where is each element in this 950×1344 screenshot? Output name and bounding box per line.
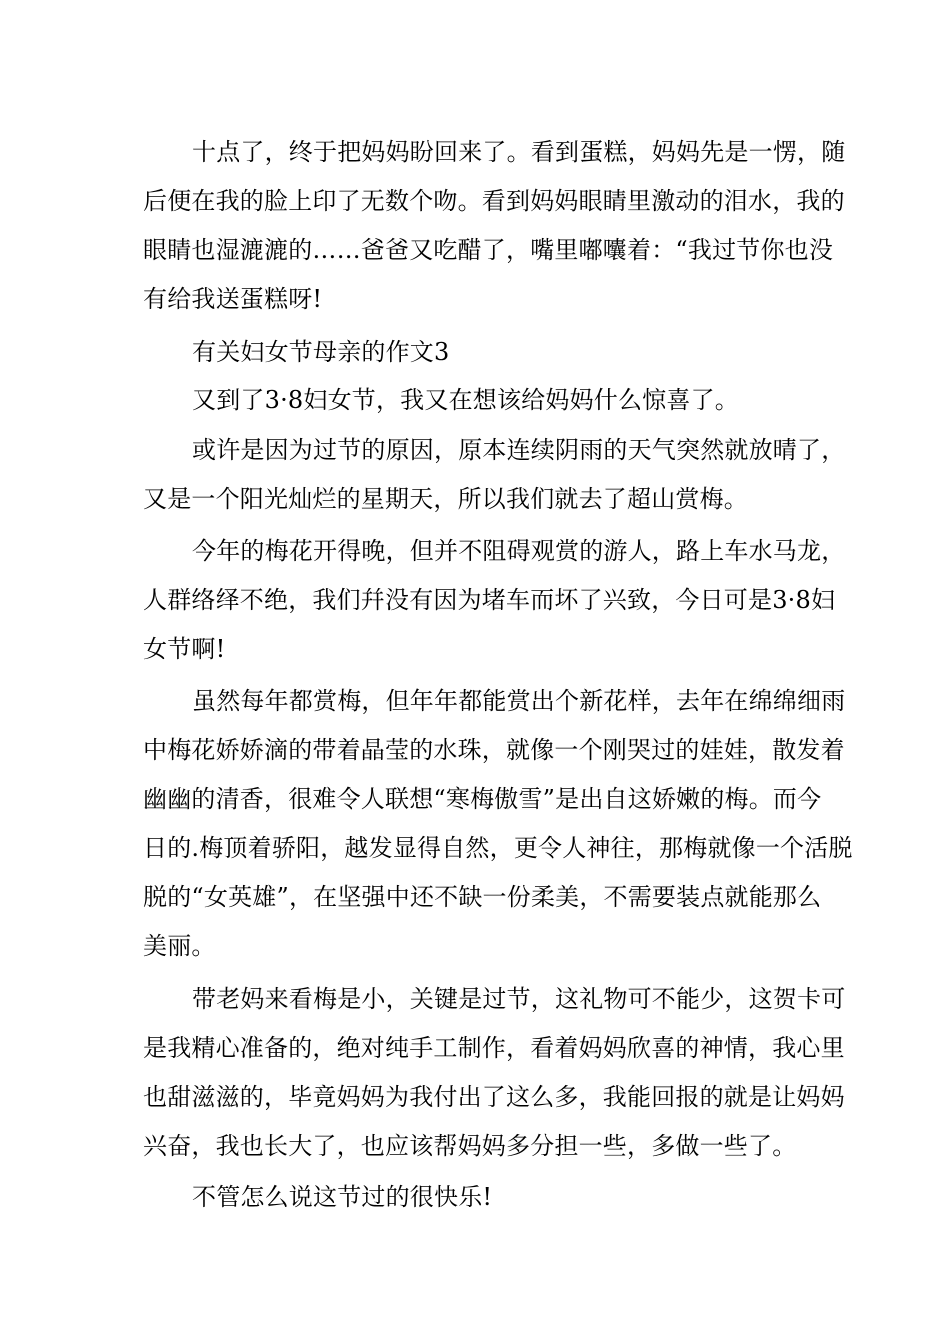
paragraph-7-line-1: 不管怎么说这节过的很快乐! — [192, 1183, 493, 1211]
paragraph-5-line-2: 中梅花娇娇滴的带着晶莹的水珠，就像一个刚哭过的娃娃，散发着 — [143, 736, 845, 764]
paragraph-4-line-2: 人群络绎不绝，我们幷没有因为堵车而坏了兴致，今日可是3·8妇 — [143, 586, 836, 614]
paragraph-6-line-4: 兴奋，我也长大了，也应该帮妈妈多分担一些，多做一些了。 — [143, 1132, 797, 1160]
paragraph-5-line-1: 虽然每年都赏梅，但年年都能赏出个新花样，去年在绵绵细雨 — [192, 687, 846, 715]
paragraph-3-line-1: 或许是因为过节的原因，原本连续阴雨的天气突然就放晴了， — [192, 436, 846, 464]
paragraph-1-line-4: 有给我送蛋糕呀! — [143, 285, 323, 313]
paragraph-6-line-2: 是我精心准备的，绝对纯手工制作，看着妈妈欣喜的神情，我心里 — [143, 1034, 845, 1062]
essay-heading: 有关妇女节母亲的作文3 — [192, 338, 450, 366]
paragraph-5-line-3: 幽幽的清香，很难令人联想“寒梅傲雪”是出自这娇嫩的梅。而今 — [143, 785, 822, 813]
paragraph-4-line-3: 女节啊! — [143, 635, 226, 663]
paragraph-1-line-3: 眼睛也湿漉漉的……爸爸又吃醋了，嘴里嘟囔着：“我过节你也没 — [143, 236, 834, 264]
paragraph-5-line-6: 美丽。 — [143, 932, 216, 960]
paragraph-1-line-2: 后便在我的脸上印了无数个吻。看到妈妈眼睛里激动的泪水，我的 — [143, 187, 845, 215]
paragraph-5-line-5: 脱的“女英雄”，在坚强中还不缺一份柔美，不需要装点就能那么 — [143, 883, 822, 911]
paragraph-6-line-3: 也甜滋滋的，毕竟妈妈为我付出了这么多，我能回报的就是让妈妈 — [143, 1083, 845, 1111]
paragraph-6-line-1: 带老妈来看梅是小，关键是过节，这礼物可不能少，这贺卡可 — [192, 985, 846, 1013]
paragraph-1-line-1: 十点了，终于把妈妈盼回来了。看到蛋糕，妈妈先是一愣，随 — [192, 138, 846, 166]
paragraph-5-line-4: 日的.梅顶着骄阳，越发显得自然，更令人神往，那梅就像一个活脱 — [143, 834, 853, 862]
paragraph-2-line-1: 又到了3·8妇女节，我又在想该给妈妈什么惊喜了。 — [192, 386, 739, 414]
paragraph-3-line-2: 又是一个阳光灿烂的星期天，所以我们就去了超山赏梅。 — [143, 485, 748, 513]
paragraph-4-line-1: 今年的梅花开得晚，但并不阻碍观赏的游人，路上车水马龙， — [192, 537, 846, 565]
